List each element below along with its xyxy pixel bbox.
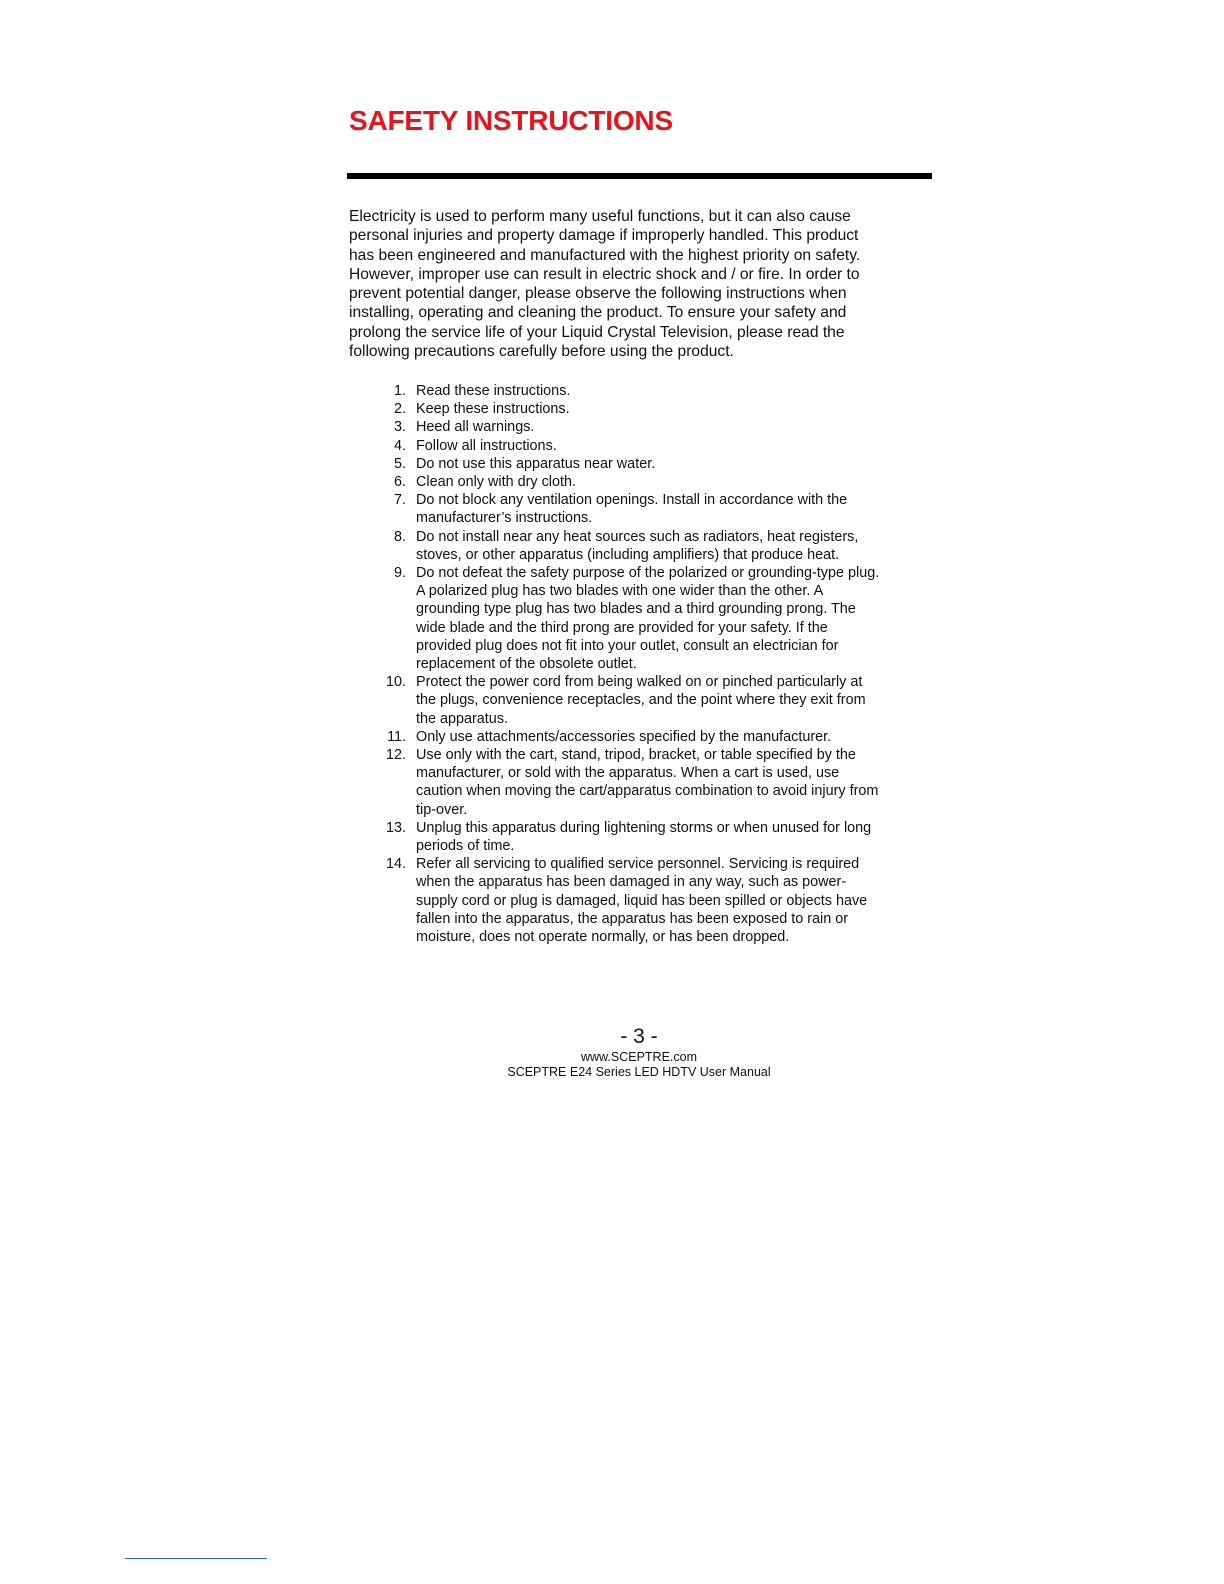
instruction-item — [376, 728, 936, 746]
instruction-number: 1. — [393, 383, 406, 399]
instruction-item — [376, 400, 936, 418]
instruction-text-line: manufacturer, or sold with the apparatus. When a cart is used, use — [416, 765, 840, 782]
instruction-item — [376, 418, 936, 436]
instruction-item — [376, 673, 936, 728]
instruction-number: 10. — [385, 674, 406, 691]
instruction-text-line: A polarized plug has two blades with one wider than the other. A — [416, 583, 824, 600]
page-number: - 3 - — [620, 1025, 658, 1048]
footnote-divider — [125, 1558, 267, 1559]
instruction-number: 8. — [393, 528, 406, 545]
instruction-number: 14. — [385, 856, 406, 873]
instruction-number: 11. — [387, 728, 406, 745]
instruction-item — [376, 473, 936, 491]
page-title: SAFETY INSTRUCTIONS — [349, 105, 673, 136]
instruction-text-line: supply cord or plug is damaged, liquid has been spilled or objects have — [416, 892, 868, 909]
instruction-text-line: caution when moving the cart/apparatus combination to avoid injury from — [416, 783, 879, 800]
intro-line: However, improper use can result in electric shock and / or fire. In order to — [349, 265, 860, 283]
instruction-item — [376, 437, 936, 455]
instruction-text-line: tip-over. — [416, 801, 468, 818]
intro-line: has been engineered and manufactured with the highest priority on safety. — [349, 246, 861, 264]
instruction-item — [376, 564, 936, 673]
instruction-text-line: moisture, does not operate normally, or has been dropped. — [416, 929, 790, 946]
instruction-text-line: wide blade and the third prong are provided for your safety. If the — [416, 619, 828, 636]
instruction-text-line: manufacturer’s instructions. — [416, 510, 593, 527]
instruction-text-line: Use only with the cart, stand, tripod, bracket, or table specified by the — [416, 747, 856, 764]
instruction-item — [376, 491, 936, 527]
instruction-text-line: the plugs, convenience receptacles, and the point where they exit from — [416, 692, 866, 709]
instruction-text-line: Unplug this apparatus during lightening storms or when unused for long — [416, 819, 872, 836]
intro-line: prolong the service life of your Liquid Crystal Television, please read the — [349, 323, 845, 341]
instruction-number: 4. — [393, 437, 406, 454]
instruction-number: 12. — [385, 747, 406, 764]
instruction-text-line: Clean only with dry cloth. — [416, 474, 576, 491]
instruction-text-line: Follow all instructions. — [416, 437, 557, 454]
intro-line: Electricity is used to perform many useful functions, but it can also cause — [349, 208, 851, 225]
instruction-text-line: periods of time. — [416, 838, 515, 855]
instruction-text-line: Read these instructions. — [416, 383, 571, 399]
intro-line: personal injuries and property damage if improperly handled. This product — [349, 227, 859, 245]
instruction-text-line: Heed all warnings. — [416, 419, 535, 436]
intro-line: following precautions carefully before using the product. — [349, 343, 734, 361]
instruction-text-line: Refer all servicing to qualified service personnel. Servicing is required — [416, 856, 860, 873]
footer-url: www.SCEPTRE.com — [581, 1050, 697, 1064]
footer-manual-name: SCEPTRE E24 Series LED HDTV User Manual — [507, 1065, 771, 1079]
intro-paragraph — [349, 207, 919, 361]
instruction-number: 13. — [385, 819, 406, 836]
instruction-text-line: Only use attachments/accessories specified by the manufacturer. — [416, 728, 832, 745]
instruction-text-line: provided plug does not fit into your outlet, consult an electrician for — [416, 637, 839, 654]
intro-line: installing, operating and cleaning the product. To ensure your safety and — [349, 304, 847, 322]
instruction-text-line: stoves, or other apparatus (including amplifiers) that produce heat. — [416, 546, 840, 563]
instruction-number: 2. — [393, 401, 406, 418]
instruction-number: 6. — [393, 474, 406, 491]
instruction-number: 5. — [393, 455, 406, 472]
instruction-number: 9. — [393, 565, 406, 582]
instruction-text-line: replacement of the obsolete outlet. — [416, 656, 637, 673]
instruction-text-line: Do not use this apparatus near water. — [416, 455, 656, 472]
instruction-text-line: Protect the power cord from being walked on or pinched particularly at — [416, 674, 863, 691]
instruction-item — [376, 855, 936, 946]
instruction-text-line: Keep these instructions. — [416, 401, 570, 418]
instruction-item — [376, 819, 936, 855]
instruction-number: 3. — [393, 419, 406, 436]
instruction-item — [376, 746, 936, 819]
instruction-item — [376, 528, 936, 564]
instruction-text-line: the apparatus. — [416, 710, 509, 727]
instruction-item — [376, 455, 936, 473]
intro-line: prevent potential danger, please observe the following instructions when — [349, 285, 847, 303]
instruction-text-line: Do not defeat the safety purpose of the polarized or grounding-type plug. — [416, 565, 880, 582]
instruction-text-line: Do not block any ventilation openings. Install in accordance with the — [416, 492, 848, 509]
instruction-text-line: when the apparatus has been damaged in any way, such as power- — [416, 874, 847, 891]
instruction-text-line: grounding type plug has two blades and a third grounding prong. The — [416, 601, 856, 618]
instruction-item — [376, 382, 936, 400]
instruction-text-line: Do not install near any heat sources such as radiators, heat registers, — [416, 528, 859, 545]
instruction-list — [376, 382, 936, 946]
instruction-number: 7. — [393, 492, 406, 509]
instruction-text-line: fallen into the apparatus, the apparatus has been exposed to rain or — [416, 910, 849, 927]
title-divider — [347, 173, 932, 179]
